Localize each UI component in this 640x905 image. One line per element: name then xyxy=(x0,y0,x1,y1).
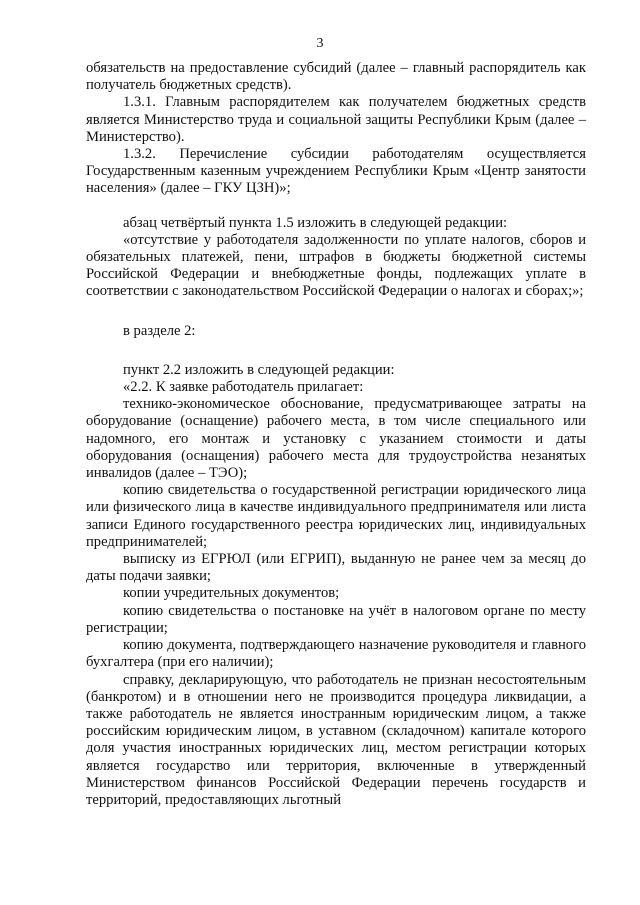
document-body xyxy=(86,60,586,809)
paragraph: технико-экономическое обоснование, предусматривающее затраты на оборудование (оснащение) рабочего места, в том числе специального или надомного, его монтаж и установку с указанием стоимости и даты оборудования (оснащения) рабочего места для трудоустройства незанятых инвалидов (далее – ТЭО); xyxy=(86,396,586,482)
paragraph: 1.3.2. Перечисление субсидии работодателям осуществляется Государственным казенным учреждением Республики Крым «Центр занятости населения» (далее – ГКУ ЦЗН)»; xyxy=(86,146,586,197)
paragraph: в разделе 2: xyxy=(123,322,196,339)
paragraph: копию документа, подтверждающего назначение руководителя и главного бухгалтера (при его наличии); xyxy=(86,637,586,671)
paragraph: копию свидетельства о государственной регистрации юридического лица или физического лица в качестве индивидуального предпринимателя или листа записи Единого государственного реестра юридических лиц, индивидуальных предпринимателей; xyxy=(86,482,586,550)
paragraph: «отсутствие у работодателя задолженности по уплате налогов, сборов и обязательных платежей, пени, штрафов в бюджеты бюджетной системы Российской Федерации и внебюджетные фонды, подлежащих уплате в соответствии с законодательством Российской Федерации о налогах и сборах;»; xyxy=(86,231,586,300)
paragraph-gap xyxy=(86,301,586,323)
paragraph-gap xyxy=(86,198,586,215)
paragraph: «2.2. К заявке работодатель прилагает: xyxy=(123,379,364,396)
page-number: 3 xyxy=(316,36,324,51)
paragraph: пункт 2.2 изложить в следующей редакции: xyxy=(123,361,395,378)
paragraph: копии учредительных документов; xyxy=(123,585,340,602)
paragraph: 1.3.1. Главным распорядителем как получателем бюджетных средств является Министерство труда и социальной защиты Республики Крым (далее – Министерство). xyxy=(86,94,586,145)
paragraph: обязательств на предоставление субсидий (далее – главный распорядитель как получатель бюджетных средств). xyxy=(86,60,586,94)
paragraph: абзац четвёртый пункта 1.5 изложить в следующей редакции: xyxy=(123,214,508,231)
paragraph: копию свидетельства о постановке на учёт в налоговом органе по месту регистрации; xyxy=(86,602,586,636)
paragraph: выписку из ЕГРЮЛ (или ЕГРИП), выданную не ранее чем за месяц до даты подачи заявки; xyxy=(86,551,586,585)
paragraph-gap xyxy=(86,340,586,362)
paragraph: справку, декларирующую, что работодатель не признан несостоятельным (банкротом) и в отношении него не производится процедура ликвидации, а также работодатель не является иностранным юридическим лицом, а также российским юридическим лицом, в уставном (складочном) капитале которого доля участия иностранных юридических лиц, местом регистрации которых является государство или территория, включенные в утвержденный Министерством финансов Российской Федерации перечень государств и территорий, предоставляющих льготный xyxy=(86,671,586,808)
